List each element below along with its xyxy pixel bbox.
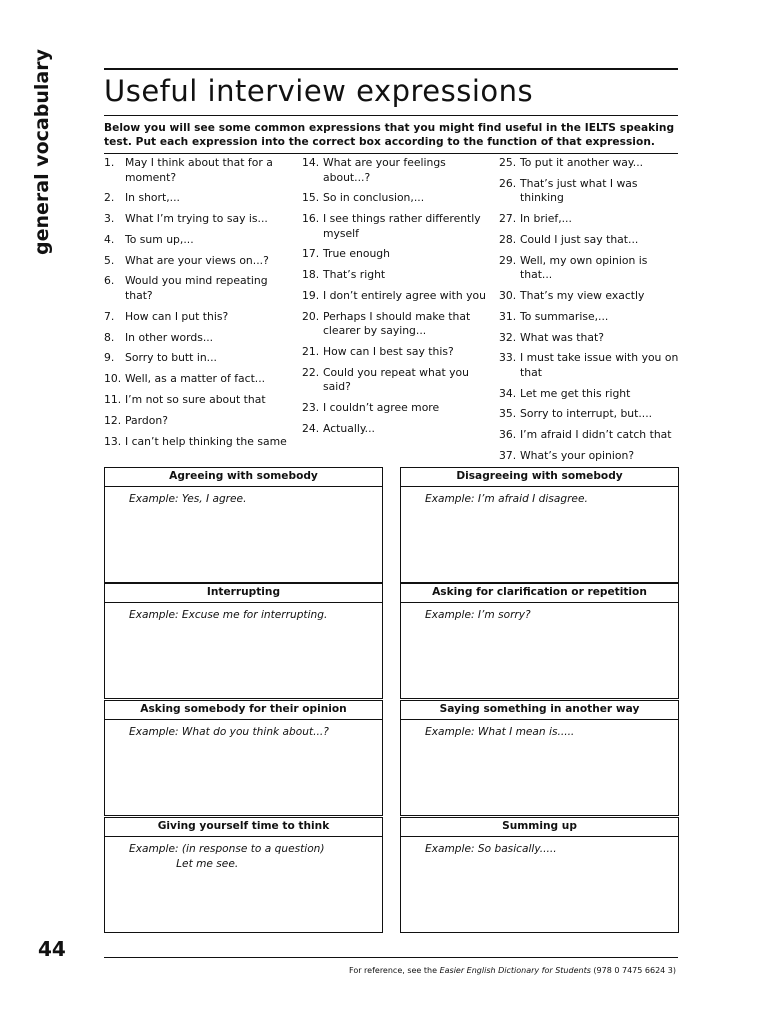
expression-number: 21. xyxy=(302,345,320,359)
box-heading: Disagreeing with somebody xyxy=(401,468,678,487)
box-heading: Asking for clarification or repetition xyxy=(401,584,678,603)
box-example: Example: Excuse me for interrupting. xyxy=(129,609,328,621)
expression-item xyxy=(499,449,683,464)
page-number: 44 xyxy=(38,937,66,961)
box-example: Example: I’m afraid I disagree. xyxy=(425,493,588,505)
expression-item xyxy=(499,428,683,443)
expression-item xyxy=(499,212,683,227)
expression-number: 29. xyxy=(499,253,517,267)
expression-text: Perhaps I should make that clearer by saying... xyxy=(323,309,471,338)
box-time-to-think[interactable] xyxy=(104,817,383,933)
expression-text: How can I put this? xyxy=(125,309,229,323)
expression-text: What’s your opinion? xyxy=(520,449,635,463)
expression-number: 8. xyxy=(104,330,115,344)
box-heading: Saying something in another way xyxy=(401,701,678,720)
expression-number: 17. xyxy=(302,247,320,261)
expression-number: 24. xyxy=(302,421,320,435)
expression-item xyxy=(302,310,492,339)
expression-number: 7. xyxy=(104,309,115,323)
instructions-rule xyxy=(104,153,678,154)
expression-number: 35. xyxy=(499,407,517,421)
expression-item xyxy=(302,401,492,416)
box-heading: Asking somebody for their opinion xyxy=(105,701,382,720)
expression-item xyxy=(302,268,492,283)
expression-number: 5. xyxy=(104,253,115,267)
expression-text: True enough xyxy=(323,247,390,261)
expression-item xyxy=(302,366,492,395)
title-rule xyxy=(104,115,678,116)
box-summing-up[interactable] xyxy=(400,817,679,933)
expression-number: 2. xyxy=(104,191,115,205)
expression-text: I must take issue with you on that xyxy=(520,351,679,379)
box-asking-opinion[interactable] xyxy=(104,700,383,816)
expression-item xyxy=(302,422,492,437)
page-title: Useful interview expressions xyxy=(104,74,534,108)
expression-number: 33. xyxy=(499,351,517,365)
expression-text: That’s right xyxy=(323,268,386,282)
expression-column-1 xyxy=(104,156,294,455)
expression-item xyxy=(499,407,683,422)
expression-text: Sorry to interrupt, but.... xyxy=(520,407,653,421)
expression-text: So in conclusion,... xyxy=(323,191,425,205)
expression-item xyxy=(104,156,294,185)
expression-text: That’s my view exactly xyxy=(520,288,645,302)
expression-text: To sum up,... xyxy=(125,232,194,246)
expression-item xyxy=(499,331,683,346)
expression-number: 16. xyxy=(302,212,320,226)
expression-text: What I’m trying to say is... xyxy=(125,212,268,226)
expression-column-3 xyxy=(499,156,683,470)
expression-number: 30. xyxy=(499,288,517,302)
expression-text: What are your feelings about...? xyxy=(323,156,446,184)
box-example: Example: What do you think about...? xyxy=(129,726,329,738)
box-heading: Interrupting xyxy=(105,584,382,603)
expression-item xyxy=(104,254,294,269)
expression-number: 1. xyxy=(104,156,115,169)
expression-item xyxy=(302,212,492,241)
expression-number: 23. xyxy=(302,401,320,415)
expression-item xyxy=(302,345,492,360)
expression-text: That’s just what I was thinking xyxy=(520,176,638,205)
expression-item xyxy=(104,233,294,248)
expression-text: I couldn’t agree more xyxy=(323,401,440,415)
expression-number: 27. xyxy=(499,212,517,226)
box-another-way[interactable] xyxy=(400,700,679,816)
expression-number: 9. xyxy=(104,351,115,365)
expression-item xyxy=(499,177,683,206)
footer-suffix: (978 0 7475 6624 3) xyxy=(590,966,676,975)
expression-number: 22. xyxy=(302,365,320,379)
expression-number: 26. xyxy=(499,176,517,190)
expression-text: What are your views on...? xyxy=(125,253,269,267)
box-agreeing[interactable] xyxy=(104,467,383,583)
footer-rule xyxy=(104,957,678,958)
expression-item xyxy=(104,393,294,408)
expression-item xyxy=(104,414,294,429)
expression-text: How can I best say this? xyxy=(323,345,454,359)
expression-number: 18. xyxy=(302,268,320,282)
expression-item xyxy=(302,156,492,185)
expression-item xyxy=(499,387,683,402)
expression-number: 4. xyxy=(104,232,115,246)
top-rule xyxy=(104,68,678,70)
expression-item xyxy=(499,289,683,304)
section-label: general vocabulary xyxy=(31,49,53,255)
expression-number: 10. xyxy=(104,372,122,386)
expression-text: Could you repeat what you said? xyxy=(323,365,469,394)
expression-text: Well, as a matter of fact... xyxy=(125,372,266,386)
expression-text: In other words... xyxy=(125,330,214,344)
expression-text: Would you mind repeating that? xyxy=(125,274,268,302)
box-example: Example: Yes, I agree. xyxy=(129,493,247,505)
box-heading: Agreeing with somebody xyxy=(105,468,382,487)
expression-number: 36. xyxy=(499,428,517,442)
expression-number: 15. xyxy=(302,191,320,205)
box-heading: Summing up xyxy=(401,818,678,837)
expression-text: What was that? xyxy=(520,330,604,344)
expression-number: 28. xyxy=(499,232,517,246)
expression-number: 6. xyxy=(104,274,115,288)
expression-item xyxy=(499,254,683,283)
expression-number: 37. xyxy=(499,449,517,463)
expression-item xyxy=(104,351,294,366)
expression-number: 20. xyxy=(302,309,320,323)
expression-text: Let me get this right xyxy=(520,386,631,400)
expression-item xyxy=(302,247,492,262)
expression-number: 19. xyxy=(302,288,320,302)
expression-item xyxy=(499,233,683,248)
expression-item xyxy=(104,274,294,303)
box-example: Example: I’m sorry? xyxy=(425,609,531,621)
expression-number: 12. xyxy=(104,413,122,427)
expression-number: 3. xyxy=(104,212,115,226)
expression-item xyxy=(104,310,294,325)
expression-number: 11. xyxy=(104,392,122,406)
expression-item xyxy=(104,212,294,227)
expression-text: Pardon? xyxy=(125,413,168,427)
box-example: Example: So basically..... xyxy=(425,843,557,855)
expression-item xyxy=(499,310,683,325)
expression-item xyxy=(302,289,492,304)
footer-book-title: Easier English Dictionary for Students xyxy=(439,966,591,975)
expression-text: I see things rather differently myself xyxy=(323,212,481,240)
box-example: Example: What I mean is..... xyxy=(425,726,575,738)
expression-text: In brief,... xyxy=(520,212,572,226)
expression-text: I can’t help thinking the same xyxy=(125,434,287,448)
expression-text: To put it another way... xyxy=(520,156,644,169)
expression-item xyxy=(499,351,683,380)
expression-number: 25. xyxy=(499,156,517,169)
expression-text: Could I just say that... xyxy=(520,232,639,246)
expression-item xyxy=(104,191,294,206)
expression-text: Actually... xyxy=(323,421,375,435)
expression-text: May I think about that for a moment? xyxy=(125,156,273,184)
expression-text: Sorry to butt in... xyxy=(125,351,217,365)
expression-text: Well, my own opinion is that... xyxy=(520,253,648,282)
box-interrupting[interactable] xyxy=(104,583,383,699)
expression-item xyxy=(104,435,294,450)
footer-reference xyxy=(349,966,676,975)
expression-item xyxy=(104,372,294,387)
footer-prefix: For reference, see the xyxy=(349,966,440,975)
expression-text: I don’t entirely agree with you xyxy=(323,288,486,302)
expression-number: 13. xyxy=(104,434,122,448)
expression-number: 32. xyxy=(499,330,517,344)
expression-text: In short,... xyxy=(125,191,180,205)
expression-item xyxy=(104,331,294,346)
expression-column-2 xyxy=(302,156,492,443)
expression-item xyxy=(302,191,492,206)
box-clarification[interactable] xyxy=(400,583,679,699)
expression-number: 31. xyxy=(499,309,517,323)
box-heading: Giving yourself time to think xyxy=(105,818,382,837)
expression-item xyxy=(499,156,683,171)
expression-text: I’m afraid I didn’t catch that xyxy=(520,428,672,442)
instructions: Below you will see some common expressions that you might find useful in the IELTS speaking test. Put each expression into the correct box according to the function of that expression. xyxy=(104,122,675,148)
box-example: Example: (in response to a question) Let me see. xyxy=(129,843,325,870)
expression-number: 14. xyxy=(302,156,320,169)
box-disagreeing[interactable] xyxy=(400,467,679,583)
expression-text: I’m not so sure about that xyxy=(125,392,266,406)
expression-number: 34. xyxy=(499,386,517,400)
expression-text: To summarise,... xyxy=(520,309,609,323)
